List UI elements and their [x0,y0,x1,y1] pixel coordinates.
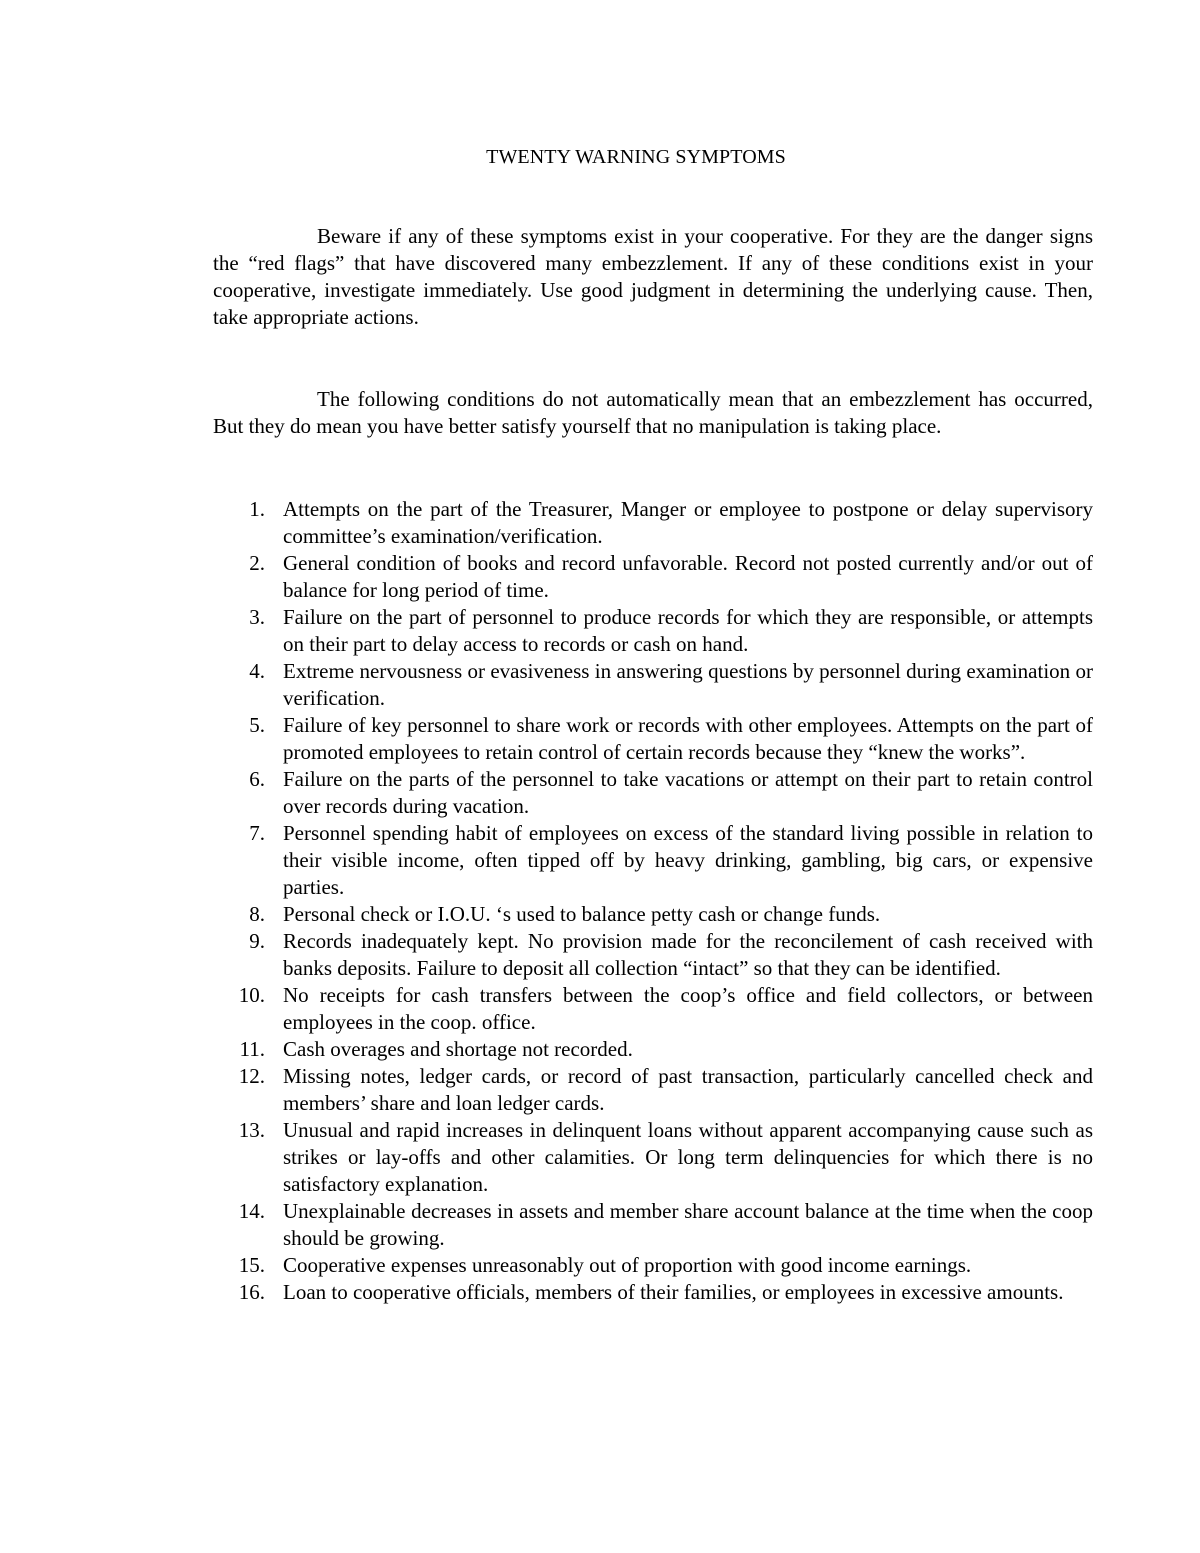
item-text: Attempts on the part of the Treasurer, Manger or employee to postpone or delay supervisory committee’s examination/verification. [283,497,1093,548]
item-text: Cash overages and shortage not recorded. [283,1037,633,1061]
item-number: 4. [249,659,265,683]
item-number: 5. [249,713,265,737]
list-item [213,766,1093,820]
item-text: No receipts for cash transfers between the coop’s office and field collectors, or between employees in the coop. office. [283,983,1093,1034]
item-text: Failure on the parts of the personnel to take vacations or attempt on their part to retain control over records during vacation. [283,767,1093,818]
list-item [213,604,1093,658]
item-number: 14. [238,1199,265,1223]
item-number: 13. [238,1118,265,1142]
list-item [213,928,1093,982]
item-number: 8. [249,902,265,926]
item-text: Personnel spending habit of employees on excess of the standard living possible in relation to their visible income, often tipped off by heavy drinking, gambling, big cars, or expensive parties. [283,821,1093,899]
list-item [213,1279,1093,1306]
item-text: Unusual and rapid increases in delinquent loans without apparent accompanying cause such as strikes or lay-offs and other calamities. Or long term delinquencies for which there is no satisfactory explanation. [283,1118,1093,1196]
list-item [213,982,1093,1036]
item-text: Loan to cooperative officials, members of their families, or employees in excessive amounts. [283,1280,1064,1304]
item-text: Personal check or I.O.U. ‘s used to balance petty cash or change funds. [283,902,881,926]
list-item [213,658,1093,712]
symptoms-list [213,496,1093,1306]
item-number: 12. [238,1064,265,1088]
item-number: 1. [249,497,265,521]
item-text: Extreme nervousness or evasiveness in answering questions by personnel during examination or verification. [283,659,1093,710]
item-text: Failure on the part of personnel to produce records for which they are responsible, or attempts on their part to delay access to records or cash on hand. [283,605,1093,656]
item-number: 3. [249,605,265,629]
item-text: Records inadequately kept. No provision made for the reconcilement of cash received with banks deposits. Failure to deposit all collection “intact” so that they can be identified. [283,929,1093,980]
item-number: 6. [249,767,265,791]
item-number: 7. [249,821,265,845]
list-item [213,550,1093,604]
list-item [213,901,1093,928]
item-text: Cooperative expenses unreasonably out of proportion with good income earnings. [283,1253,972,1277]
item-text: Missing notes, ledger cards, or record of past transaction, particularly cancelled check and members’ share and loan ledger cards. [283,1064,1093,1115]
conditions-paragraph: The following conditions do not automatically mean that an embezzlement has occurred, But they do mean you have better satisfy yourself that no manipulation is taking place. [213,387,1093,438]
list-item [213,1036,1093,1063]
item-number: 9. [249,929,265,953]
item-number: 10. [238,983,265,1007]
list-item [213,1117,1093,1198]
list-item [213,496,1093,550]
item-number: 15. [238,1253,265,1277]
list-item [213,1063,1093,1117]
document-title: TWENTY WARNING SYMPTOMS [486,146,786,168]
list-item [213,712,1093,766]
item-number: 11. [239,1037,265,1061]
intro-paragraph: Beware if any of these symptoms exist in your cooperative. For they are the danger signs the “red flags” that have discovered many embezzlement. If any of these conditions exist in your cooperative, investigate immediately. Use good judgment in determining the underlying cause. Then, take appropriate actions. [213,224,1093,329]
item-number: 16. [238,1280,265,1304]
list-item [213,1252,1093,1279]
item-text: General condition of books and record unfavorable. Record not posted currently and/or out of balance for long period of time. [283,551,1093,602]
item-text: Unexplainable decreases in assets and member share account balance at the time when the coop should be growing. [283,1199,1093,1250]
item-number: 2. [249,551,265,575]
list-item [213,820,1093,901]
list-item [213,1198,1093,1252]
item-text: Failure of key personnel to share work or records with other employees. Attempts on the part of promoted employees to retain control of certain records because they “knew the works”. [283,713,1093,764]
